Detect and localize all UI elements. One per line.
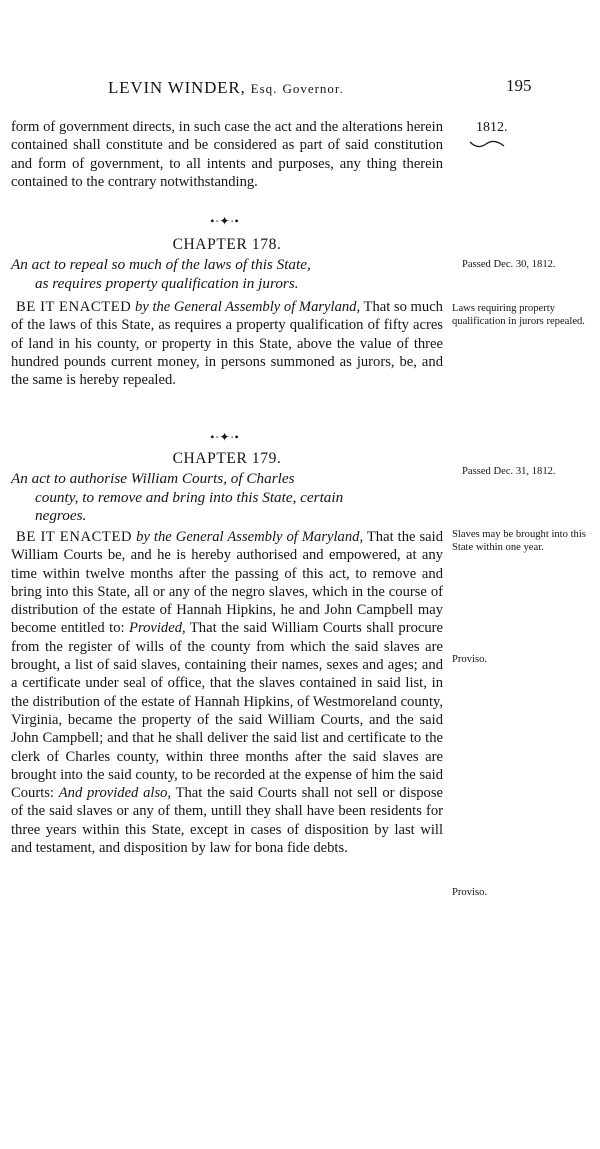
running-title-esq: Esq. [250, 81, 278, 96]
chapter-178-enact-caps: BE IT ENACTED [16, 299, 132, 315]
chapter-179-provided-also: And provided also, [58, 785, 172, 802]
chapter-178-title-line1: An act to repeal so much of the laws of this State, [11, 256, 311, 273]
chapter-179-heading: CHAPTER 179. [172, 450, 282, 467]
chapter-179-side-note: Slaves may be brought into this State within one year. [452, 529, 586, 553]
chapter-179-body [11, 528, 443, 857]
chapter-179-body-part1: That the said William Courts be, and he is hereby authorised and empowered, at any time within twelve months after the passing of this act, to remove and bring into this State, all or any of the negro slaves, which in the course of distribution of the estate of Hannah Hipkins, he and John Campbell may become entitled to: [11, 529, 443, 637]
chapter-178-title-line2: as requires property qualification in jurors. [35, 274, 299, 292]
chapter-178-body-text: That so much of the laws of this State, as requires a property qualification of fifty acres of land in his county, or property in this State, above the value of three hundred pounds current money, in persons summoned as jurors, be, and the same is hereby repealed. [11, 299, 443, 389]
running-header [108, 78, 438, 98]
chapter-178-heading: CHAPTER 178. [172, 236, 282, 253]
continuation-paragraph [11, 118, 443, 191]
year-margin-note: 1812. [476, 120, 508, 135]
continuation-text: form of government directs, in such case the act and the alterations herein contained shall constitute and be considered as part of said constitution and form of government, to all intents and purposes, any thing therein contained to the contrary notwithstanding. [11, 119, 443, 190]
chapter-179-proviso-note-2: Proviso. [452, 887, 488, 898]
chapter-179-provided: Provided, [129, 620, 186, 637]
chapter-179-proviso-note-1: Proviso. [452, 654, 488, 665]
year-bracket-ornament [468, 138, 508, 150]
chapter-178-body [11, 298, 443, 389]
chapter-178-state: Maryland, [298, 299, 361, 315]
chapter-179-enact-caps: BE IT ENACTED [16, 529, 133, 545]
chapter-179-passed-note: Passed Dec. 31, 1812. [462, 466, 556, 477]
chapter-179-body-part3: That the said Courts shall not sell or dispose of the said slaves or any of them, untill they shall have been residents for three years within this State, except in cases of disposition by last will and testament, and disposition by law for bona fide debts. [11, 785, 444, 857]
chapter-179-body-part2: That the said William Courts shall procure from the register of wills of the county from which the said slaves are brought, a list of said slaves, containing their names, sexes and ages; and a certificate under seal of office, that the slaves contained in said list, in the distribution of the estate of Hannah Hipkins, of Westmoreland county, Virginia, became the property of the said William Courts, and the said John Campbell; and that he shall deliver the said list and certificate to the clerk of Charles county, within three months after the said slaves are brought into the said county, to be recorded at the expense of him the said Courts: [11, 620, 443, 802]
chapter-179-title-line1: An act to authorise William Courts, of Charles [11, 470, 295, 487]
chapter-179-state: Maryland, [301, 529, 364, 545]
running-title: LEVIN WINDER, [108, 78, 246, 97]
section-ornament: •∙✦∙• [210, 214, 240, 228]
chapter-179-title [11, 470, 443, 526]
chapter-179-title-line2: county, to remove and bring into this State, certain [35, 488, 344, 506]
section-ornament-2: •∙✦∙• [210, 430, 240, 444]
chapter-178-title [11, 256, 443, 293]
chapter-178-passed-note: Passed Dec. 30, 1812. [462, 259, 556, 270]
running-title-governor: Governor. [282, 81, 344, 96]
chapter-179-enact-italic: by the General Assembly of [136, 529, 298, 545]
chapter-178-enact-italic: by the General Assembly of [135, 299, 296, 315]
page-number: 195 [506, 76, 532, 95]
chapter-178-side-note: Laws requiring property qualification in jurors repealed. [452, 303, 585, 327]
chapter-179-title-line3: negroes. [35, 507, 87, 524]
